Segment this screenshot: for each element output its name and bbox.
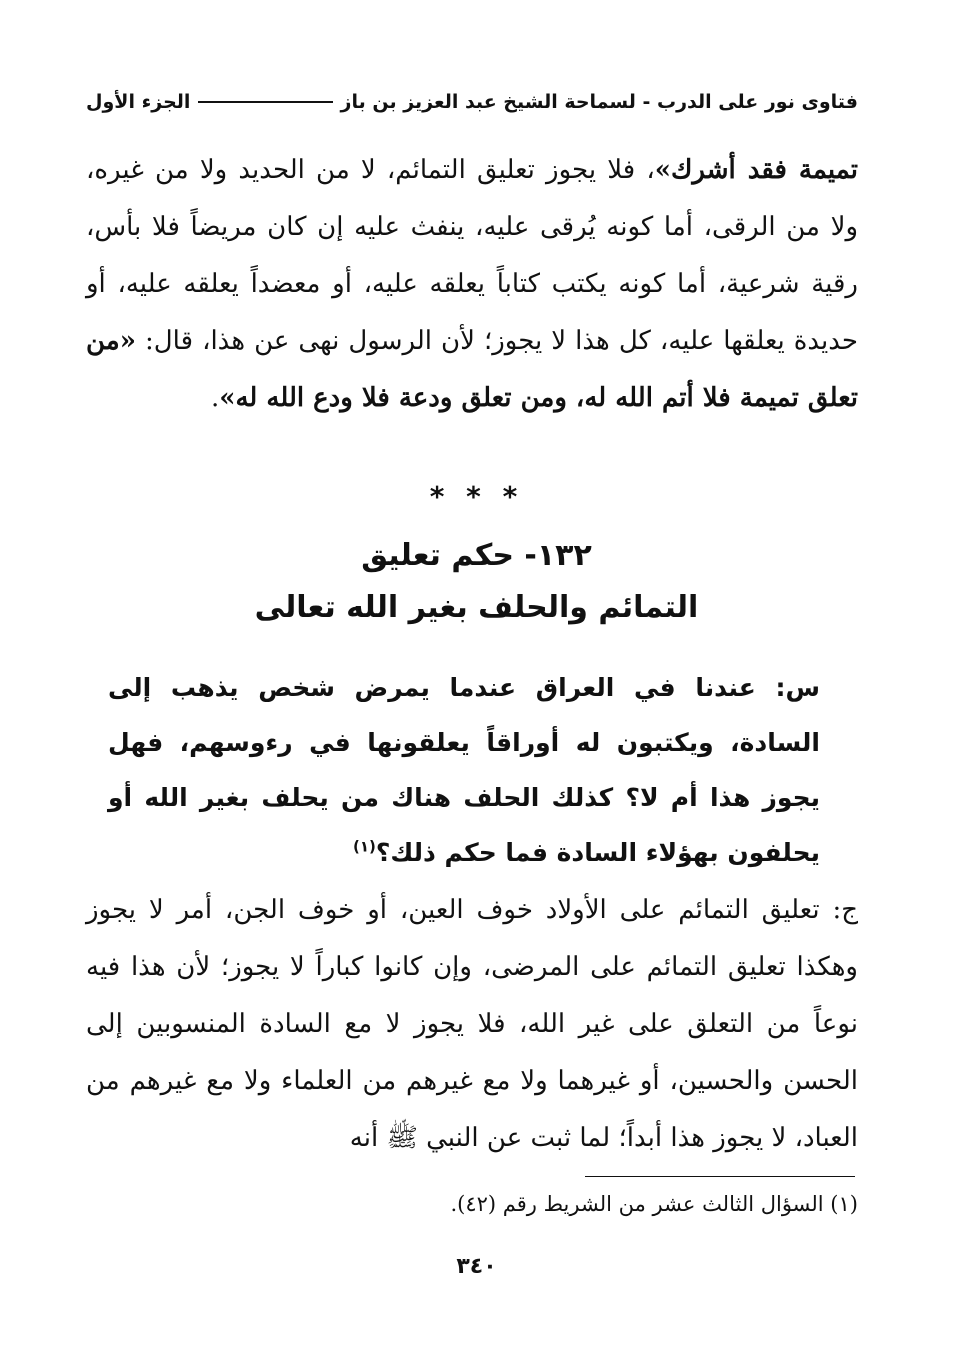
header-rule — [198, 101, 332, 103]
paragraph-end: . — [210, 383, 220, 413]
footnote: (١) السؤال الثالث عشر من الشريط رقم (٤٢). — [450, 1192, 858, 1216]
volume-label: الجزء الأول — [86, 91, 191, 113]
running-header — [86, 84, 858, 120]
hadith-quote: «من تعلق تميمة فلا أتم الله له، ومن تعلق ودعة فلا ودع الله له» — [86, 326, 858, 413]
answer-block — [86, 882, 858, 1167]
book-title: فتاوى نور على الدرب - لسماحة الشيخ عبد العزيز بن باز — [340, 91, 858, 113]
question-text: عندنا في العراق عندما يمرض شخص يذهب إلى السادة، ويكتبون له أوراقاً يعلقونها في رءوسهم، فهل يجوز هذا أم لا؟ كذلك الحلف هناك من يحلف بغير الله أو يحلفون بهؤلاء السادة فما حكم ذلك؟ — [108, 673, 820, 867]
footnote-reference: (١) — [352, 837, 376, 856]
question-block — [108, 660, 820, 880]
paragraph-text: ، فلا يجوز تعليق التمائم، لا من الحديد ولا من غيره، ولا من الرقى، أما كونه يُرقى عليه، ينفث عليه إن كان مريضاً فلا بأس، رقية شرعية، أما كونه يكتب كتاباً يعلقه عليه، أو معضداً يعلقه عليه، أو حديدة يعلقها عليه، كل هذا لا يجوز؛ لأن الرسول نهى عن هذا، قال: — [86, 155, 858, 356]
question-label: س: — [775, 673, 820, 702]
answer-text: تعليق التمائم على الأولاد خوف العين، أو خوف الجن، أمر لا يجوز وهكذا تعليق التمائم على المرضى، وإن كانوا كباراً لا يجوز؛ لأن هذا فيه نوعاً من التعلق على غير الله، فلا يجوز لا مع السادة المنسوبين إلى الحسن والحسين، أو غيرهما ولا مع غيرهم من العلماء ولا مع غيرهم من العباد، لا يجوز هذا أبداً؛ لما ثبت عن النبي ﷺ أنه — [86, 895, 858, 1153]
section-title-line-1: ١٣٢- حكم تعليق — [361, 538, 592, 573]
answer-label: ج: — [832, 895, 858, 925]
footnote-rule — [585, 1176, 855, 1177]
bold-lead: تميمة فقد أشرك» — [654, 155, 858, 185]
page-number: ٣٤٠ — [456, 1254, 497, 1279]
section-title-line-2: التمائم والحلف بغير الله تعالى — [254, 590, 699, 625]
section-separator: * * * — [429, 480, 524, 513]
paragraph-continuation — [86, 142, 858, 427]
